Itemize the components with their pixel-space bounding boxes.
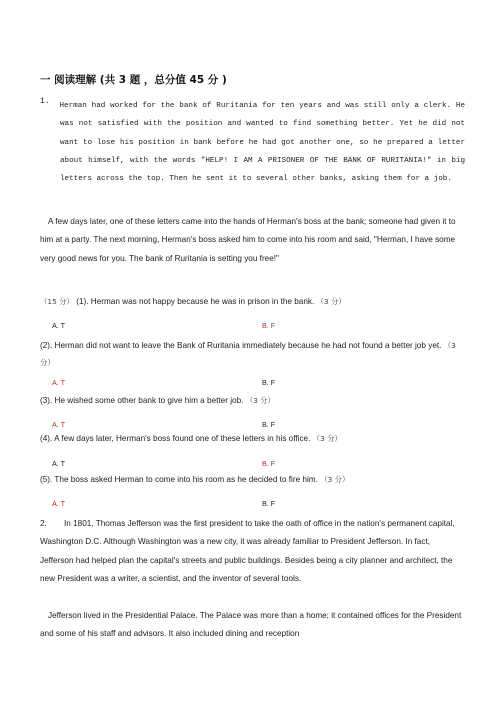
option-a[interactable]: A. T (52, 499, 66, 508)
question-item-2 (40, 337, 460, 371)
question-item-3 (40, 395, 275, 406)
option-b[interactable]: B. F (262, 420, 276, 429)
option-a[interactable]: A. T (52, 378, 66, 387)
question-item-4 (40, 433, 342, 444)
question-item-5 (40, 474, 349, 485)
option-b[interactable]: B. F (262, 321, 276, 330)
question-1-passage (40, 97, 465, 188)
question-item-1 (40, 296, 346, 307)
item-score: （3 分） (320, 475, 350, 484)
passage-paragraph: A few days later, one of these letters came into the hands of Herman's boss at the bank; someone had given it to him at a party. The next morning, Herman's boss asked him to come into his room and said, "Herman, I have some very good news for you. The bank of Ruritania is setting you free!" (40, 217, 456, 263)
option-b[interactable]: B. F (262, 459, 276, 468)
item-score: （3 分） (316, 297, 346, 306)
item-text: (5). The boss asked Herman to come into his room as he decided to fire him. (40, 475, 318, 484)
total-score: （15 分） (40, 297, 74, 306)
item-text: (1). Herman was not happy because he was in prison in the bank. (76, 297, 315, 306)
option-b[interactable]: B. F (262, 378, 276, 387)
question-number: 1. (40, 97, 50, 106)
passage-paragraph: Jefferson lived in the Presidential Palace. The Palace was more than a home; it contained offices for the President and some of his staff and advisors. It also included dining and reception (40, 611, 462, 639)
option-a[interactable]: A. T (52, 420, 66, 429)
item-text: (4). A few days later, Herman's boss found one of these letters in his office. (40, 434, 311, 443)
item-text: (3). He wished some other bank to give him a better job. (40, 396, 244, 405)
passage-text: In 1801, Thomas Jefferson was the first president to take the oath of office in the nation's permanent capital, Washington D.C. Although Washington was a new city, it was already familiar to President Jefferson. In fact, Jefferson had helped plan the capital's streets and public buildings. Besides being a city planner and architect, the new President was a writer, a scientist, and the inventor of several tools. (40, 519, 455, 584)
option-a[interactable]: A. T (52, 321, 66, 330)
section-title: 一 阅读理解 (共 3 题 ，总分值 45 分 ) (40, 74, 227, 86)
option-a[interactable]: A. T (52, 459, 66, 468)
question-2-passage (40, 515, 465, 589)
item-score: （3 分） (40, 341, 456, 367)
passage-text: Herman had worked for the bank of Ruritania for ten years and was still only a clerk. He was not satisfied with the position and wanted to find something better. Yet he did not want to lose his position in bank before he had got another one, so he prepared a letter about himself, with the words "HELP! I AM A PRISONER OF THE BANK OF RURITANIA!" in big letters across the top. Then he sent it to several other banks, asking them for a job. (59, 102, 465, 184)
question-number: 2. (40, 519, 47, 528)
item-text: (2). Herman did not want to leave the Bank of Ruritania immediately because he had not found a better job yet. (40, 341, 442, 350)
option-b[interactable]: B. F (262, 499, 276, 508)
item-score: （3 分） (245, 396, 275, 405)
item-score: （3 分） (312, 434, 342, 443)
